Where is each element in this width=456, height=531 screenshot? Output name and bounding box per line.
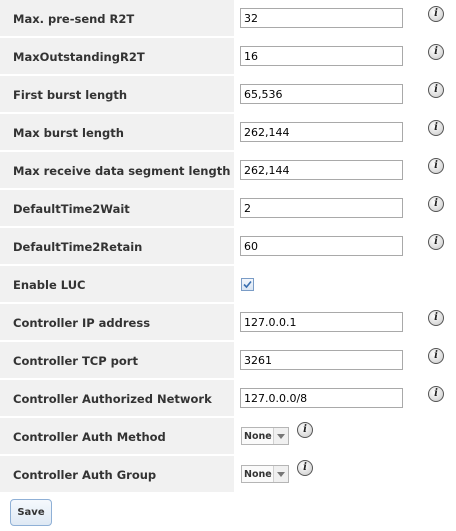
info-icon[interactable]: i <box>428 386 444 402</box>
controller-auth-method-select[interactable] <box>241 427 289 445</box>
label-controller-tcp-port: Controller TCP port <box>13 354 138 368</box>
row-first-burst-length <box>0 76 456 112</box>
max-receive-data-segment-length-input[interactable] <box>240 160 403 180</box>
label-max-pre-send-r2t: Max. pre-send R2T <box>13 12 135 26</box>
default-time2retain-input[interactable] <box>240 236 403 256</box>
label-controller-auth-method: Controller Auth Method <box>13 430 166 444</box>
info-icon[interactable]: i <box>428 196 444 212</box>
row-controller-auth-method <box>0 418 456 454</box>
label-first-burst-length: First burst length <box>13 88 128 102</box>
checkmark-icon <box>242 279 253 290</box>
row-max-burst-length <box>0 114 456 150</box>
controller-ip-address-input[interactable] <box>240 312 403 332</box>
info-icon[interactable]: i <box>428 6 444 22</box>
row-default-time2retain <box>0 228 456 264</box>
row-max-receive-data-segment-length <box>0 152 456 188</box>
select-value: None <box>244 469 272 480</box>
info-icon[interactable]: i <box>428 120 444 136</box>
max-burst-length-input[interactable] <box>240 122 403 142</box>
label-default-time2retain: DefaultTime2Retain <box>13 240 143 254</box>
info-icon[interactable]: i <box>428 82 444 98</box>
label-controller-authorized-network: Controller Authorized Network <box>13 392 212 406</box>
select-value: None <box>244 431 272 442</box>
max-outstanding-r2t-input[interactable] <box>240 46 403 66</box>
first-burst-length-input[interactable] <box>240 84 403 104</box>
enable-luc-checkbox[interactable] <box>241 278 254 291</box>
row-max-pre-send-r2t <box>0 0 456 36</box>
label-controller-ip-address: Controller IP address <box>13 316 151 330</box>
row-enable-luc <box>0 266 456 302</box>
chevron-down-icon[interactable] <box>273 428 288 444</box>
max-pre-send-r2t-input[interactable] <box>240 8 403 28</box>
row-controller-ip-address <box>0 304 456 340</box>
controller-auth-group-select[interactable] <box>241 465 289 483</box>
default-time2wait-input[interactable] <box>240 198 403 218</box>
row-controller-auth-group <box>0 456 456 492</box>
label-default-time2wait: DefaultTime2Wait <box>13 202 130 216</box>
controller-tcp-port-input[interactable] <box>240 350 403 370</box>
info-icon[interactable]: i <box>428 348 444 364</box>
row-max-outstanding-r2t <box>0 38 456 74</box>
row-default-time2wait <box>0 190 456 226</box>
save-button[interactable]: Save <box>10 499 52 526</box>
controller-authorized-network-input[interactable] <box>240 388 403 408</box>
info-icon[interactable]: i <box>428 234 444 250</box>
row-controller-tcp-port <box>0 342 456 378</box>
label-max-outstanding-r2t: MaxOutstandingR2T <box>13 50 145 64</box>
row-controller-authorized-network <box>0 380 456 416</box>
label-max-receive-data-segment-length: Max receive data segment length <box>13 164 231 178</box>
info-icon[interactable]: i <box>428 158 444 174</box>
info-icon[interactable]: i <box>428 310 444 326</box>
label-enable-luc: Enable LUC <box>13 278 86 292</box>
label-controller-auth-group: Controller Auth Group <box>13 468 157 482</box>
info-icon[interactable]: i <box>297 460 313 476</box>
info-icon[interactable]: i <box>428 44 444 60</box>
label-max-burst-length: Max burst length <box>13 126 124 140</box>
chevron-down-icon[interactable] <box>273 466 288 482</box>
info-icon[interactable]: i <box>297 422 313 438</box>
